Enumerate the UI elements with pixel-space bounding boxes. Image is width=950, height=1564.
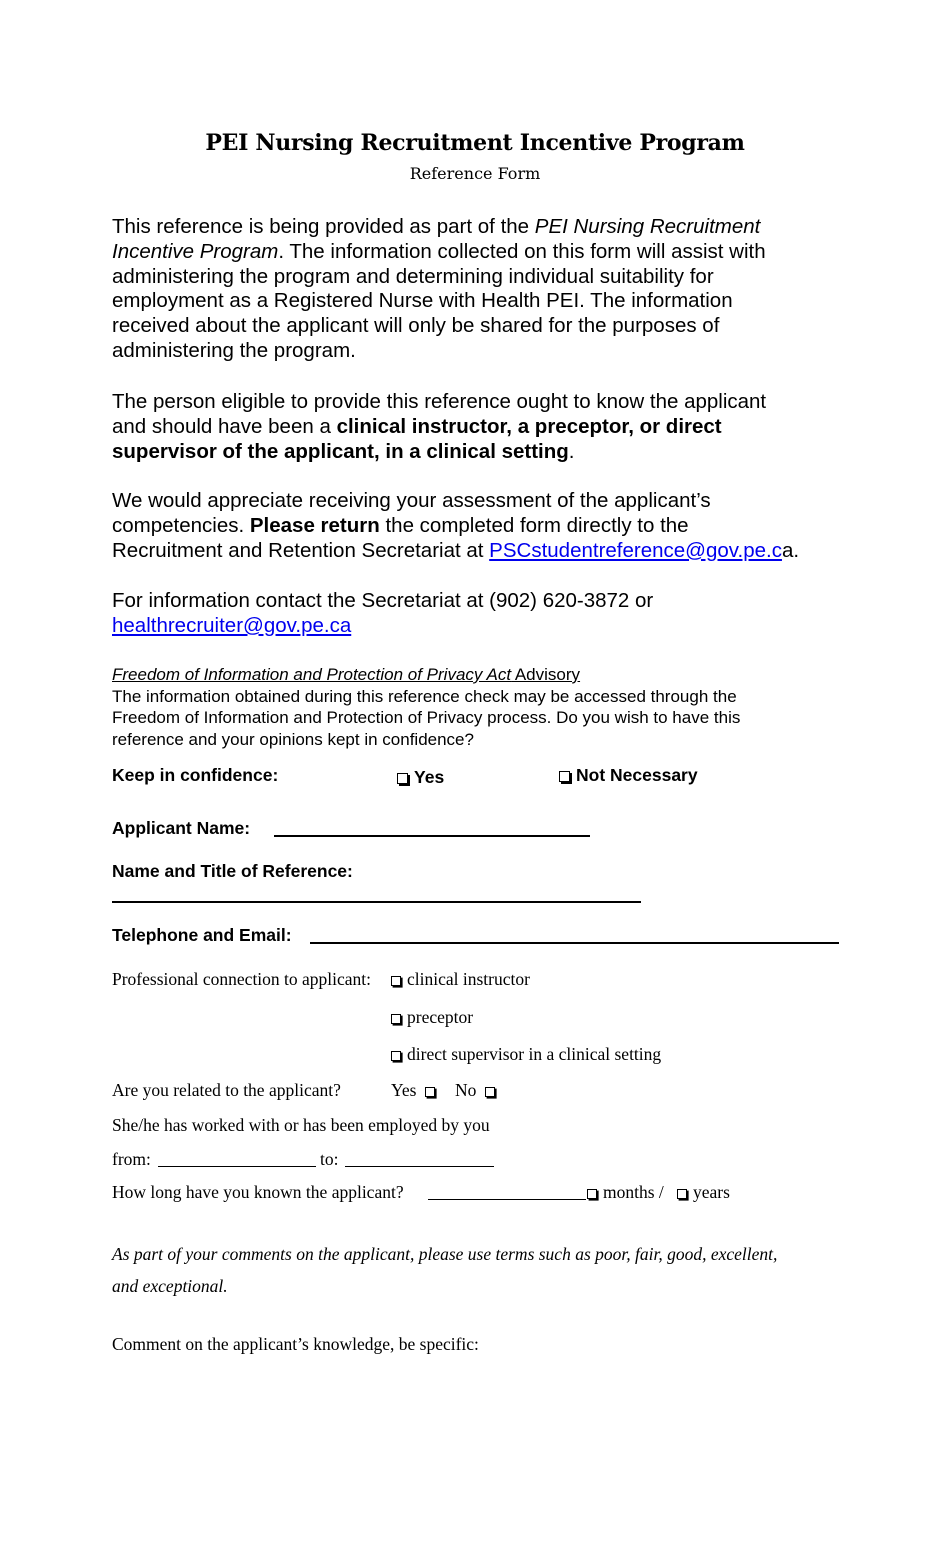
checkbox-icon[interactable] (677, 1189, 687, 1199)
foip-text: Freedom of Information and Protection of Privacy process. Do you wish to have this (112, 708, 741, 727)
checkbox-icon[interactable] (559, 771, 570, 782)
comments-instruction (112, 1238, 777, 1302)
to-date-field[interactable] (345, 1166, 494, 1167)
related-yes-option[interactable] (391, 1080, 441, 1101)
years-option[interactable] (677, 1182, 730, 1203)
comments-instruction-text: and exceptional. (112, 1276, 228, 1296)
confidence-label: Keep in confidence: (112, 765, 279, 785)
known-duration-label: How long have you known the applicant? (112, 1182, 404, 1202)
return-text: the completed form directly to the (379, 513, 689, 537)
checkbox-icon[interactable] (391, 976, 401, 986)
applicant-name-field[interactable] (274, 835, 590, 837)
telephone-email-label: Telephone and Email: (112, 925, 292, 945)
related-no-option[interactable] (455, 1080, 501, 1101)
confidence-not-necessary-label: Not Necessary (576, 765, 698, 785)
confidence-yes-option[interactable] (397, 767, 444, 788)
intro-text: administering the program and determining individual suitability for (112, 264, 714, 288)
foip-title (112, 664, 852, 686)
intro-text: . The information collected on this form will assist with (278, 239, 766, 263)
related-label: Are you related to the applicant? (112, 1080, 341, 1100)
return-text: Recruitment and Retention Secretariat at (112, 538, 490, 562)
related-yes-label: Yes (391, 1080, 417, 1100)
checkbox-icon[interactable] (397, 773, 408, 784)
from-date-field[interactable] (158, 1166, 316, 1167)
connection-option-preceptor[interactable] (391, 1007, 473, 1028)
connection-label: Professional connection to applicant: (112, 969, 372, 989)
intro-text: received about the applicant will only be shared for the purposes of (112, 314, 720, 338)
return-bold: Please return (249, 513, 380, 537)
checkbox-icon[interactable] (587, 1189, 597, 1199)
eligibility-bold: clinical instructor, a preceptor, or direct (336, 414, 722, 438)
known-duration-field[interactable] (428, 1199, 586, 1200)
foip-title-rest: Advisory (511, 665, 581, 684)
connection-option-clinical-instructor[interactable] (391, 969, 530, 990)
return-text: competencies. (112, 513, 250, 537)
connection-option-label: preceptor (407, 1007, 474, 1027)
to-label: to: (320, 1149, 339, 1169)
comments-instruction-text: As part of your comments on the applicant, please use terms such as poor, fair, good, excellent, (112, 1244, 778, 1264)
eligibility-bold: supervisor of the applicant, in a clinical setting (112, 439, 569, 463)
knowledge-comment-label: Comment on the applicant’s knowledge, be specific: (112, 1334, 479, 1354)
telephone-email-field[interactable] (310, 942, 839, 944)
foip-text: The information obtained during this reference check may be accessed through the (112, 686, 737, 706)
foip-act-name: Freedom of Information and Protection of Privacy Act (112, 665, 512, 684)
contact-text: For information contact the Secretariat at (902) 620-3872 or (112, 589, 654, 612)
return-text: a. (781, 538, 800, 562)
program-name-italic: PEI Nursing Recruitment (534, 215, 761, 238)
from-label: from: (112, 1149, 151, 1169)
checkbox-icon[interactable] (391, 1051, 401, 1061)
intro-text: administering the program. (112, 338, 356, 362)
eligibility-text: The person eligible to provide this reference ought to know the applicant (112, 390, 767, 413)
checkbox-icon[interactable] (425, 1087, 435, 1097)
years-label: years (693, 1182, 730, 1202)
months-option[interactable] (587, 1182, 664, 1203)
reference-name-field[interactable] (112, 901, 641, 903)
reference-name-label: Name and Title of Reference: (112, 861, 353, 881)
connection-option-label: direct supervisor in a clinical setting (407, 1044, 662, 1064)
return-text: We would appreciate receiving your assessment of the applicant’s (112, 489, 711, 512)
related-no-label: No (455, 1080, 477, 1100)
healthrecruiter-email-link[interactable]: healthrecruiter@gov.pe.ca (112, 613, 352, 637)
intro-paragraph-4 (112, 589, 852, 639)
checkbox-icon[interactable] (485, 1087, 495, 1097)
intro-paragraph-3 (112, 489, 852, 563)
intro-text: employment as a Registered Nurse with Health PEI. The information (112, 289, 733, 313)
page-subtitle: Reference Form (409, 164, 541, 183)
eligibility-text: . (568, 439, 575, 463)
confidence-yes-label: Yes (414, 767, 445, 787)
foip-advisory (112, 664, 852, 750)
program-name-italic: Incentive Program (112, 239, 279, 263)
intro-paragraph-1 (112, 215, 852, 364)
checkbox-icon[interactable] (391, 1014, 401, 1024)
eligibility-text: and should have been a (112, 414, 337, 438)
reference-email-link[interactable]: PSCstudentreference@gov.pe.c (489, 538, 782, 562)
connection-option-label: clinical instructor (407, 969, 530, 989)
confidence-not-necessary-option[interactable] (559, 765, 698, 786)
connection-option-direct-supervisor[interactable] (391, 1044, 661, 1065)
foip-text: reference and your opinions kept in confidence? (112, 729, 474, 749)
page-title: PEI Nursing Recruitment Incentive Program (205, 130, 745, 156)
worked-with-label: She/he has worked with or has been employed by you (112, 1115, 490, 1135)
intro-text: This reference is being provided as part of the (112, 215, 535, 238)
applicant-name-label: Applicant Name: (112, 818, 251, 838)
months-label: months / (603, 1182, 664, 1202)
intro-paragraph-2 (112, 390, 852, 464)
